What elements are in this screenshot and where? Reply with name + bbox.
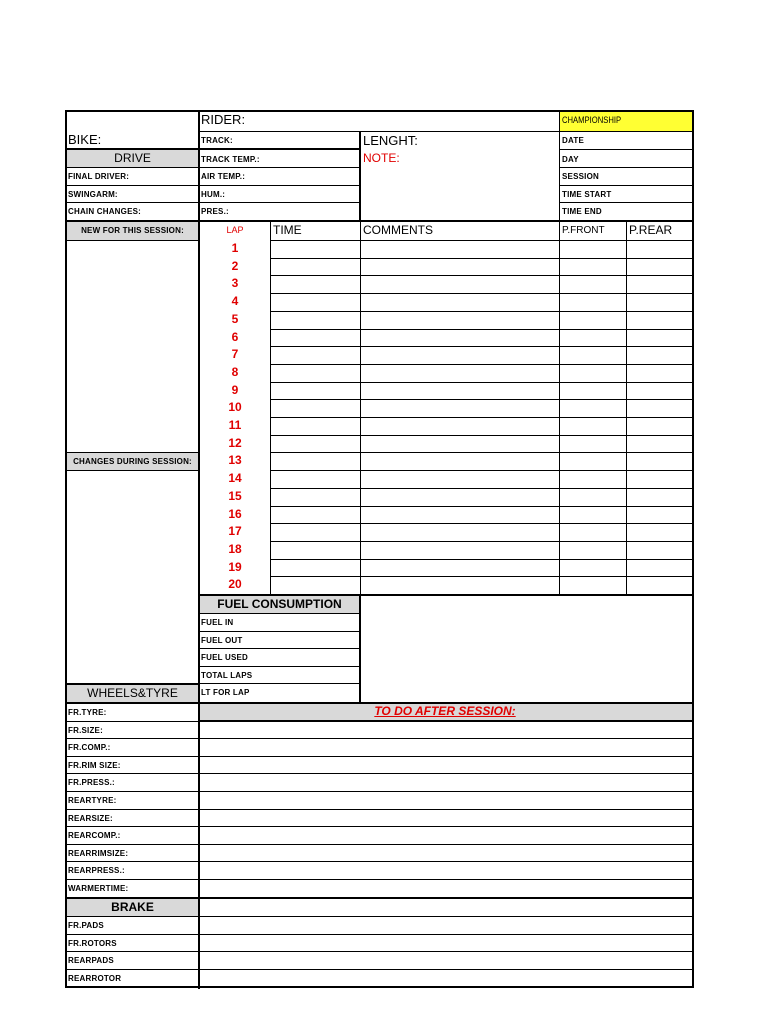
- note-label: NOTE:: [363, 151, 400, 165]
- lap-number: 17: [228, 524, 242, 539]
- lap-number: 6: [231, 329, 239, 344]
- time-start-label: TIME START: [562, 190, 612, 199]
- lap-number: 20: [228, 577, 242, 592]
- bike-label: BIKE:: [68, 132, 102, 147]
- todo-heading: TO DO AFTER SESSION:: [374, 704, 516, 718]
- lap-number: 13: [228, 453, 242, 468]
- pres-label: PRES.:: [201, 207, 229, 216]
- time-header: TIME: [273, 223, 302, 237]
- fuel-row-label: FUEL USED: [201, 653, 248, 663]
- lap-number: 16: [228, 506, 242, 521]
- brake-row-label: REARPADS: [68, 956, 114, 966]
- lap-number: 5: [231, 311, 239, 326]
- wheel-row-label: REARPRESS.:: [68, 866, 125, 876]
- lap-number: 18: [228, 541, 242, 556]
- setup-sheet: [65, 110, 694, 988]
- chain-changes-label: CHAIN CHANGES:: [68, 207, 142, 216]
- wheel-row-label: FR.SIZE:: [68, 725, 103, 735]
- brake-heading: BRAKE: [67, 899, 198, 916]
- new-for-session-heading: NEW FOR THIS SESSION:: [67, 222, 198, 240]
- fuel-row-label: TOTAL LAPS: [201, 670, 253, 680]
- wheel-row-label: REARRIMSIZE:: [68, 848, 129, 858]
- col-divider-mid-header: [359, 131, 361, 221]
- fuel-row-label: FUEL OUT: [201, 635, 243, 645]
- swingarm-label: SWINGARM:: [68, 190, 118, 199]
- p-front-header: P.FRONT: [562, 225, 605, 236]
- day-label: DAY: [562, 155, 579, 164]
- lap-number: 1: [231, 241, 239, 255]
- lap-number: 2: [231, 258, 239, 273]
- brake-row-label: FR.PADS: [68, 921, 104, 930]
- time-end-label: TIME END: [562, 207, 602, 216]
- date-label: DATE: [562, 136, 584, 145]
- wheel-row-label: WARMERTIME:: [68, 884, 129, 893]
- drive-heading: DRIVE: [67, 150, 198, 167]
- wheel-row-label: FR.RIM SIZE:: [68, 760, 121, 770]
- lap-number: 19: [228, 559, 242, 574]
- session-label: SESSION: [562, 172, 599, 181]
- track-temp-label: TRACK TEMP.:: [201, 155, 260, 164]
- fuel-heading: FUEL CONSUMPTION: [200, 596, 359, 613]
- lap-number: 15: [228, 488, 242, 503]
- length-label: LENGHT:: [363, 133, 418, 148]
- brake-row-label: REARROTOR: [68, 973, 122, 983]
- final-driver-label: FINAL DRIVER:: [68, 172, 130, 181]
- brake-row-label: FR.ROTORS: [68, 938, 117, 948]
- lap-header: LAP: [226, 225, 244, 235]
- wheel-row-label: FR.COMP.:: [68, 743, 111, 753]
- championship-label: CHAMPIONSHIP: [562, 115, 622, 125]
- comments-header: COMMENTS: [363, 223, 433, 237]
- wheel-row-label: FR.TYRE:: [68, 708, 107, 717]
- lap-number: 9: [231, 382, 239, 397]
- fuel-row-label: LT FOR LAP: [201, 688, 250, 698]
- lap-number: 11: [228, 418, 242, 432]
- lap-number: 12: [228, 435, 242, 450]
- lap-number: 14: [228, 471, 242, 486]
- wheel-row-label: REARTYRE:: [68, 796, 117, 805]
- hum-label: HUM.:: [201, 190, 226, 199]
- lap-number: 8: [231, 364, 239, 379]
- lap-number: 10: [228, 400, 242, 415]
- lap-number: 3: [231, 276, 239, 291]
- lap-number: 7: [231, 347, 239, 362]
- rider-label: RIDER:: [201, 112, 246, 127]
- wheel-row-label: REARSIZE:: [68, 813, 113, 823]
- track-label: TRACK:: [201, 136, 233, 145]
- fuel-row-label: FUEL IN: [201, 618, 234, 627]
- wheel-row-label: FR.PRESS.:: [68, 778, 115, 788]
- wheel-row-label: REARCOMP.:: [68, 831, 121, 841]
- air-temp-label: AIR TEMP.:: [201, 172, 246, 181]
- changes-during-heading: CHANGES DURING SESSION:: [67, 453, 198, 470]
- wheels-heading: WHEELS&TYRE: [67, 685, 198, 702]
- lap-number: 4: [231, 294, 239, 309]
- p-rear-header: P.REAR: [629, 223, 673, 237]
